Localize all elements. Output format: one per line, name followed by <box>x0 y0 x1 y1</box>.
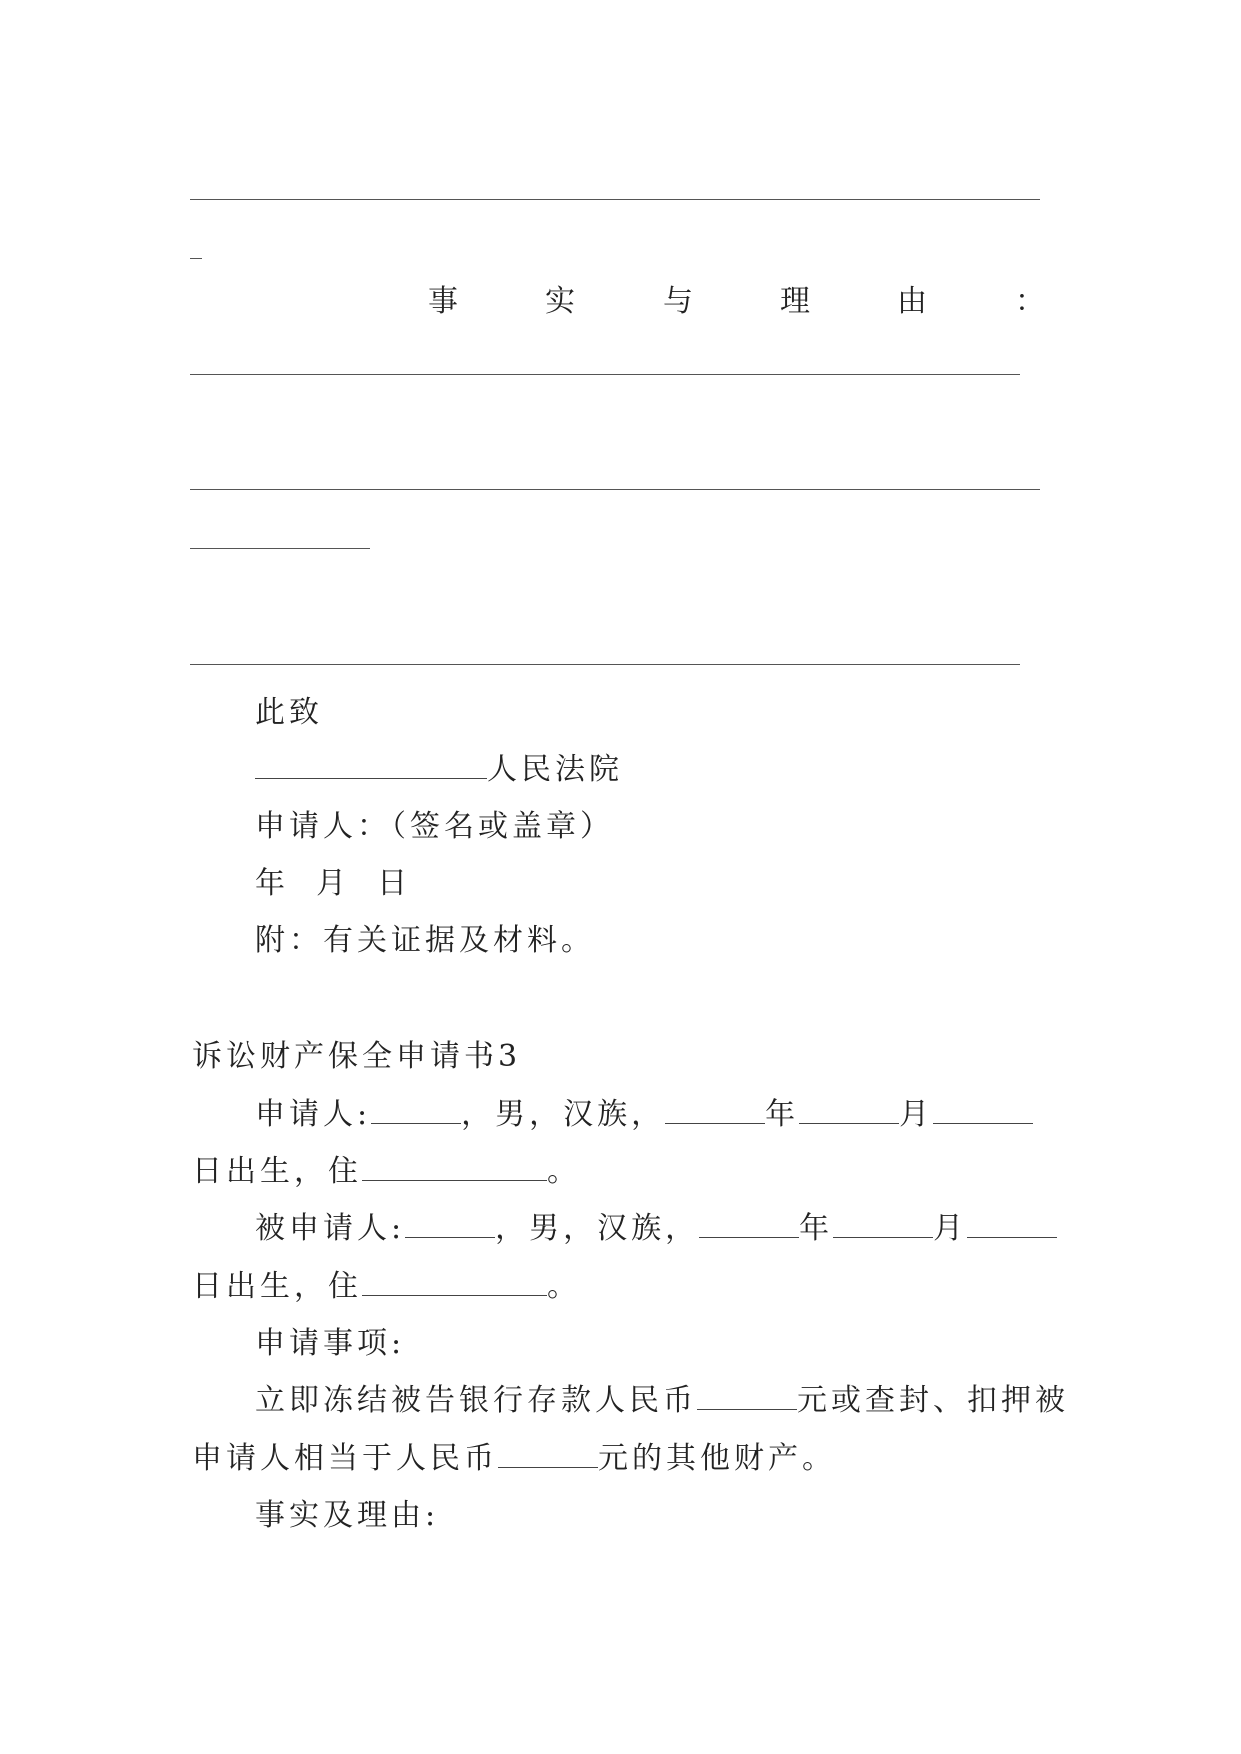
heading-char: 由 <box>897 284 927 319</box>
respondent-end: 。 <box>547 1269 581 1304</box>
respondent-residence-line <box>192 1267 581 1307</box>
applicant-gender: ，男，汉族， <box>461 1097 666 1132</box>
applicant-residence-line <box>192 1152 581 1192</box>
respondent-month: 月 <box>933 1211 968 1246</box>
applicant-address-blank[interactable] <box>362 1154 547 1181</box>
heading-char: 实 <box>545 284 575 319</box>
court-suffix: 人民法院 <box>487 752 623 787</box>
request-freeze-text: 立即冻结被告银行存款人民币 <box>255 1383 697 1418</box>
fill-line-1 <box>190 199 1040 200</box>
fill-line-3-tail <box>190 548 370 549</box>
request-property-text: 元的其他财产。 <box>598 1441 836 1476</box>
respondent-address-blank[interactable] <box>362 1269 547 1296</box>
respondent-gender: ，男，汉族， <box>495 1211 700 1246</box>
respondent-line <box>255 1209 1057 1249</box>
applicant-signature: 申请人：（签名或盖章） <box>255 809 614 844</box>
facts-reasons-heading <box>190 282 1050 322</box>
deposit-amount-blank[interactable] <box>697 1383 797 1410</box>
respondent-month-blank[interactable] <box>833 1211 933 1238</box>
request-line-2 <box>192 1439 836 1479</box>
court-line <box>255 750 623 790</box>
request-seize-text: 元或查封、扣押被 <box>797 1383 1069 1418</box>
salutation: 此致 <box>255 695 323 730</box>
heading-char: ： <box>1015 284 1045 319</box>
respondent-day-blank[interactable] <box>967 1211 1057 1238</box>
applicant-month: 月 <box>899 1097 934 1132</box>
respondent-year-blank[interactable] <box>699 1211 799 1238</box>
heading-char: 理 <box>780 284 810 319</box>
fill-line-3 <box>190 489 1040 490</box>
heading-char: 事 <box>428 284 458 319</box>
court-name-blank[interactable] <box>255 752 487 779</box>
fill-line-1-tail <box>190 258 202 259</box>
applicant-line <box>255 1095 1033 1135</box>
applicant-end: 。 <box>547 1154 581 1189</box>
date-line: 年 月 日 <box>255 866 412 901</box>
request-line-1 <box>255 1381 1069 1421</box>
fill-line-2 <box>190 374 1020 375</box>
property-amount-blank[interactable] <box>498 1441 598 1468</box>
request-label: 申请事项: <box>255 1326 406 1361</box>
facts-label: 事实及理由: <box>255 1498 440 1533</box>
request-equivalent-text: 申请人相当于人民币 <box>192 1441 498 1476</box>
applicant-born: 日出生，住 <box>192 1154 362 1189</box>
applicant-year-blank[interactable] <box>665 1097 765 1124</box>
attachment-note: 附：有关证据及材料。 <box>255 923 595 958</box>
respondent-born: 日出生，住 <box>192 1269 362 1304</box>
applicant-day-blank[interactable] <box>933 1097 1033 1124</box>
applicant-label: 申请人: <box>255 1097 372 1132</box>
respondent-name-blank[interactable] <box>405 1211 495 1238</box>
section-title: 诉讼财产保全申请书3 <box>192 1039 522 1074</box>
applicant-name-blank[interactable] <box>371 1097 461 1124</box>
applicant-year: 年 <box>765 1097 800 1132</box>
respondent-label: 被申请人: <box>255 1211 406 1246</box>
applicant-month-blank[interactable] <box>799 1097 899 1124</box>
fill-line-4 <box>190 664 1020 665</box>
respondent-year: 年 <box>799 1211 834 1246</box>
heading-char: 与 <box>663 284 693 319</box>
